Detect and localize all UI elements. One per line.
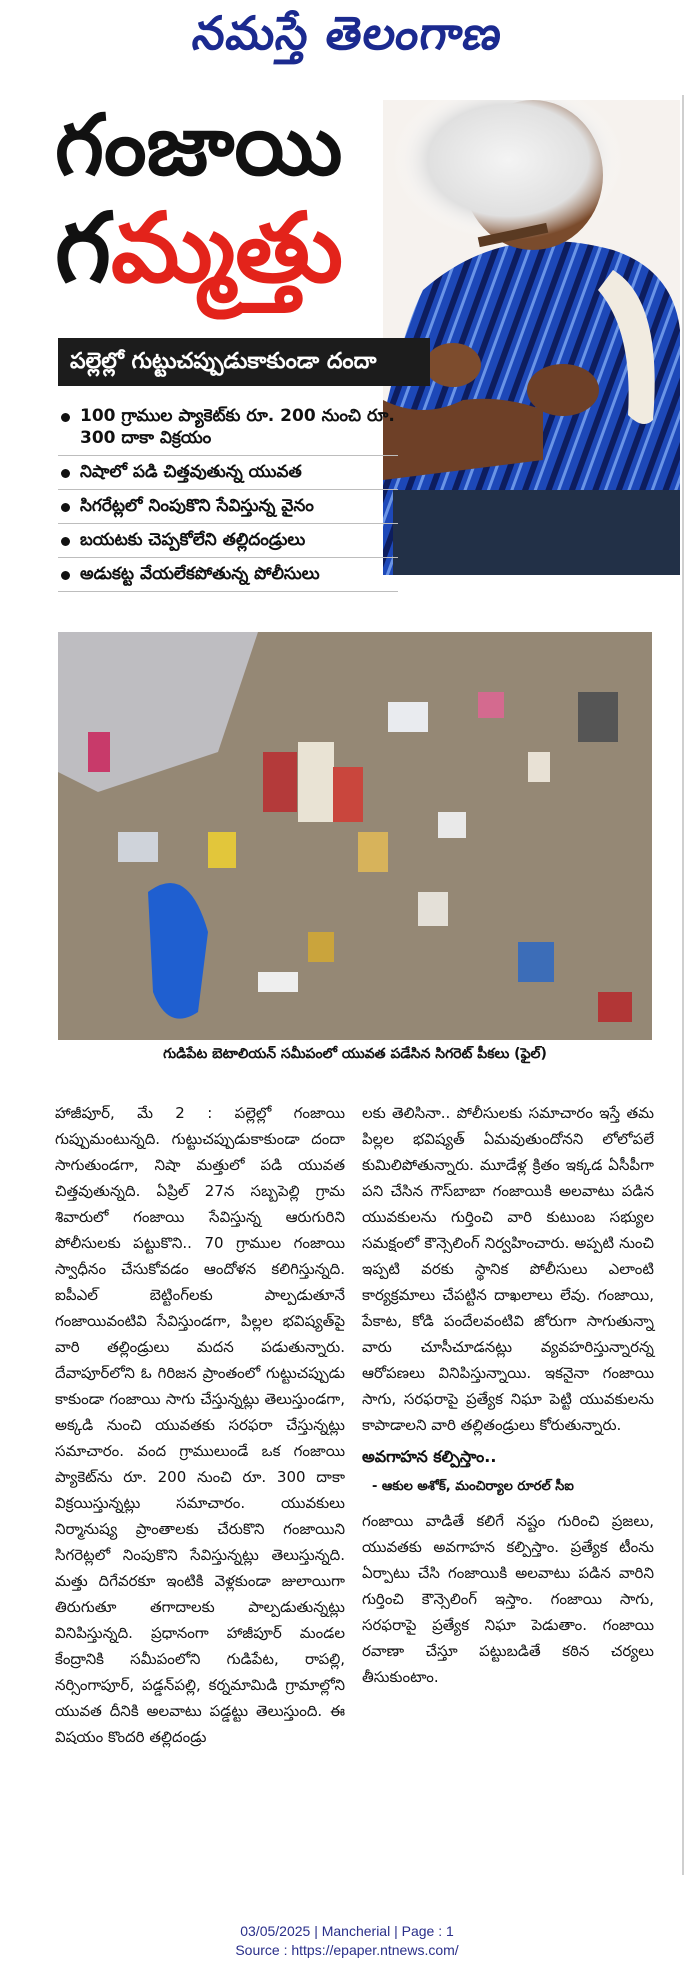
right-margin-rule <box>682 95 684 1875</box>
footer-source-link[interactable]: Source : https://epaper.ntnews.com/ <box>235 1942 459 1958</box>
highlight-item: అడుకట్ట వేయలేకపోతున్న పోలీసులు <box>58 558 398 592</box>
highlight-item: సిగరేట్లలో నింపుకొని సేవిస్తున్న వైనం <box>58 490 398 524</box>
photo-caption: గుడిపేట బెటాలియన్ సమీపంలో యువత పడేసిన సిగరెట్ పీకలు (ఫైల్) <box>163 1046 547 1062</box>
quote-paragraph: గంజాయి వాడితే కలిగే నష్టం గురించి ప్రజలు, యువతకు అవగాహన కల్పిస్తాం. ప్రత్యేక టీంను ఏర్పాటు చేసి గంజాయికి అలవాటు పడిన వారిని గుర్తించి కౌన్సెలింగ్ ఇస్తాం. గంజాయి సాగు, సరఫరాపై ప్రత్యేక నిఘా పెడుతాం. గంజాయి రవాణా చేస్తూ పట్టుబడితే కఠిన చర్యలు తీసుకుంటాం. <box>362 1512 654 1686</box>
quote-byline: - ఆకుల అశోక్, మంచిర్యాల రూరల్ సీఐ <box>372 1479 574 1494</box>
masthead-title: నమస్తే తెలంగాణ <box>189 6 507 60</box>
bullet-dot-icon <box>61 503 70 512</box>
headline-line2 <box>55 192 344 304</box>
headline-line2-red: మ్మత్తు <box>110 192 344 304</box>
cigarette-waste-illustration <box>58 632 652 1040</box>
headline-line1: గంజాయి <box>55 96 343 194</box>
article-column-right <box>362 1100 654 1690</box>
subheadline-banner: పల్లెల్లో గుట్టుచప్పుడుకాకుండా దందా <box>58 338 430 386</box>
article-column-left <box>55 1100 345 1750</box>
bullet-dot-icon <box>61 571 70 580</box>
bullet-dot-icon <box>61 537 70 546</box>
footer-edition-info: 03/05/2025 | Mancherial | Page : 1 <box>240 1923 454 1939</box>
highlights-list <box>58 400 398 592</box>
bullet-dot-icon <box>61 413 70 422</box>
article-paragraph: హాజీపూర్, మే 2 : పల్లెల్లో గంజాయి గుప్పుమంటున్నది. గుట్టుచప్పుడుకాకుండా దందా సాగుతుండగా, నిషా మత్తులో పడి యువత చిత్తవుతున్నది. ఏప్రిల్ 27న సబ్బపెల్లి గ్రామ శివారులో గంజాయి సేవిస్తున్న ఆరుగురిని పోలీసులకు పట్టుకొని.. 70 గ్రాముల గంజాయి స్వాధీనం చేసుకోవడం ఆందోళన కలిగిస్తున్నది. ఐపీఎల్ బెట్టింగ్‌లకు పాల్పడుతూనే గంజాయివంటివి సేవిస్తుండగా, పిల్లల భవిష్యత్‌పై వారి తల్లిండ్రులు మదన పడుతున్నారు. దేవాపూర్‌లోని ఓ గిరిజన ప్రాంతంలో గుట్టుచప్పుడు కాకుండా గంజాయి సాగు చేస్తున్నట్లు తెలుస్తుండగా, అక్కడి నుంచి యువతకు సరఫరా చేస్తున్నట్లు సమాచారం. వంద గ్రాములుండే ఒక గంజాయి ప్యాకెట్‌ను రూ. 200 నుంచి రూ. 300 దాకా విక్రయిస్తున్నట్లు సమాచారం. యువకులు నిర్మానుష్య ప్రాంతాలకు చేరుకొని గంజాయిని సిగరెట్లలో నింపుకొని సేవిస్తున్నట్లు తెలుస్తున్నది. మత్తు దిగేవరకూ ఇంటికి వెళ్లకుండా జులాయిగా తిరుగుతూ తగాదాలకు పాల్పడుతున్నట్లు వినిపిస్తున్నది. ప్రధానంగా హాజీపూర్ మండల కేంద్రానికి సమీపంలోని గుడిపేట, రాపల్లి, నర్సింగాపూర్, పడ్డన్‌పల్లి, కర్నమామిడి గ్రామాల్లోని యువత దీనికి అలవాటు పడ్డట్టు తెలుస్తుంది. ఈ విషయం కొందరి తల్లిదండ్రు <box>55 1104 345 1746</box>
bullet-dot-icon <box>61 469 70 478</box>
article-paragraph: లకు తెలిసినా.. పోలీసులకు సమాచారం ఇస్తే తమ పిల్లల భవిష్యత్ ఏమవుతుందోనని లోలోపలే కుమిలిపోతున్నారు. మూడేళ్ల క్రితం ఇక్కడ ఏసీపీగా పని చేసిన గౌస్‌బాబా గంజాయికి అలవాటు పడిన యువకులను గుర్తించి వారి కుటుంబ సభ్యుల సమక్షంలో కౌన్సెలింగ్ నిర్వహించారు. అప్పటి నుంచి ఇప్పటి వరకు స్థానిక పోలీసులు ఎలాంటి కార్యక్రమాలు చేపట్టిన దాఖలాలు లేవు. గంజాయి, పేకాట, కోడి పందేలవంటివి జోరుగా సాగుతున్నా వారు చూసీచూడనట్లు వ్యవహరిస్తున్నారన్న ఆరోపణలు వినిపిస్తున్నాయి. ఇకనైనా గంజాయి సాగు, సరఫరాపై ప్రత్యేక నిఘా పెట్టి యువకులను కాపాడాలని వారి తల్లితండ్రులు కోరుతున్నారు. <box>362 1104 654 1434</box>
highlight-item: 100 గ్రాముల ప్యాకెట్‌కు రూ. 200 నుంచి రూ. 300 దాకా విక్రయం <box>58 400 398 456</box>
highlight-item: బయటకు చెప్పకోలేని తల్లిదండ్రులు <box>58 524 398 558</box>
section-subhead: అవగాహన కల్పిస్తాం.. <box>362 1447 497 1466</box>
highlight-item: నిషాలో పడి చిత్తవుతున్న యువత <box>58 456 398 490</box>
cigarette-waste-photo <box>58 632 652 1040</box>
page-footer <box>0 1922 694 1960</box>
headline-line2-black: గ <box>55 192 111 304</box>
